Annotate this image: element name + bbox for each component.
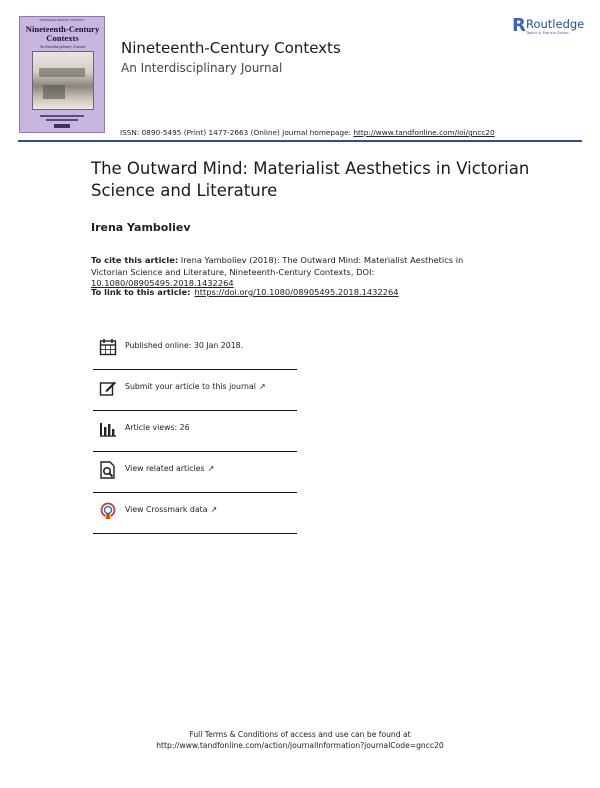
doi-link[interactable]: 10.1080/08905495.2018.1432264 xyxy=(91,278,234,289)
citation-label: To cite this article: xyxy=(91,255,179,265)
external-link-icon: ↗ xyxy=(258,382,266,391)
published-online-label: Published online: 30 Jan 2018. xyxy=(125,341,244,350)
crossmark-label: View Crossmark data xyxy=(125,505,208,514)
cover-publisher-logo xyxy=(54,124,70,128)
edit-icon xyxy=(99,379,117,397)
list-item-related[interactable] xyxy=(93,452,297,493)
external-link-icon: ↗ xyxy=(210,505,218,514)
crossmark-link[interactable] xyxy=(125,505,217,514)
publisher-logo xyxy=(512,17,592,39)
article-doi-url[interactable]: https://doi.org/10.1080/08905495.2018.1432264 xyxy=(194,287,399,297)
cover-illustration-band xyxy=(39,68,85,77)
list-item-submit[interactable] xyxy=(93,370,297,411)
article-title: The Outward Mind: Materialist Aesthetics in Victorian Science and Literature xyxy=(91,159,530,200)
cover-subtitle: An Interdisciplinary Journal xyxy=(39,44,86,49)
publisher-name: Routledge xyxy=(526,17,585,31)
article-link-row xyxy=(91,287,511,297)
issn-line xyxy=(120,128,495,137)
bar-chart-icon xyxy=(99,420,117,438)
list-item-views xyxy=(93,411,297,452)
submit-article-label: Submit your article to this journal xyxy=(125,382,256,391)
list-item-crossmark[interactable] xyxy=(93,493,297,534)
related-articles-label: View related articles xyxy=(125,464,205,473)
calendar-icon xyxy=(99,338,117,356)
cover-footer-line-2 xyxy=(46,119,78,121)
cover-footer-line xyxy=(40,115,84,117)
link-label: To link to this article: xyxy=(91,287,191,297)
cover-illustration xyxy=(32,51,94,110)
submit-article-link[interactable] xyxy=(125,382,266,391)
crossmark-icon xyxy=(99,502,117,520)
routledge-logo-icon: R xyxy=(512,15,526,36)
article-views-label: Article views: 26 xyxy=(125,423,190,432)
related-articles-link[interactable] xyxy=(125,464,214,473)
article-actions-list xyxy=(93,329,297,534)
page-footer xyxy=(120,729,480,751)
journal-homepage-link[interactable]: http://www.tandfonline.com/loi/gncc20 xyxy=(353,128,495,137)
journal-cover-thumbnail xyxy=(19,16,105,133)
journal-subtitle: An Interdisciplinary Journal xyxy=(121,61,283,75)
cover-title: Nineteenth-Century Contexts xyxy=(25,24,100,43)
publisher-tagline: Taylor & Francis Group xyxy=(526,31,569,35)
citation-text: Irena Yamboliev (2018): The Outward Mind: Materialist Aesthetics in Victorian Science and Literature, Nineteenth-Century Contexts, DOI: xyxy=(91,255,464,277)
header-rule xyxy=(18,140,582,142)
external-link-icon: ↗ xyxy=(207,464,215,473)
search-document-icon xyxy=(99,461,117,479)
citation-block xyxy=(91,255,491,290)
article-author: Irena Yamboliev xyxy=(91,221,191,234)
list-item-published xyxy=(93,329,297,370)
journal-title: Nineteenth-Century Contexts xyxy=(121,39,341,57)
footer-terms-link[interactable]: http://www.tandfonline.com/action/journalInformation?journalCode=gncc20 xyxy=(156,741,444,750)
footer-terms-text: Full Terms & Conditions of access and use can be found at xyxy=(189,730,411,739)
cover-illustration-figure xyxy=(43,85,65,99)
cover-top-line: NINETEENTH-CENTURY CONTEXTS xyxy=(39,19,85,22)
issn-text: ISSN: 0890-5495 (Print) 1477-2663 (Online) Journal homepage: xyxy=(120,128,354,137)
